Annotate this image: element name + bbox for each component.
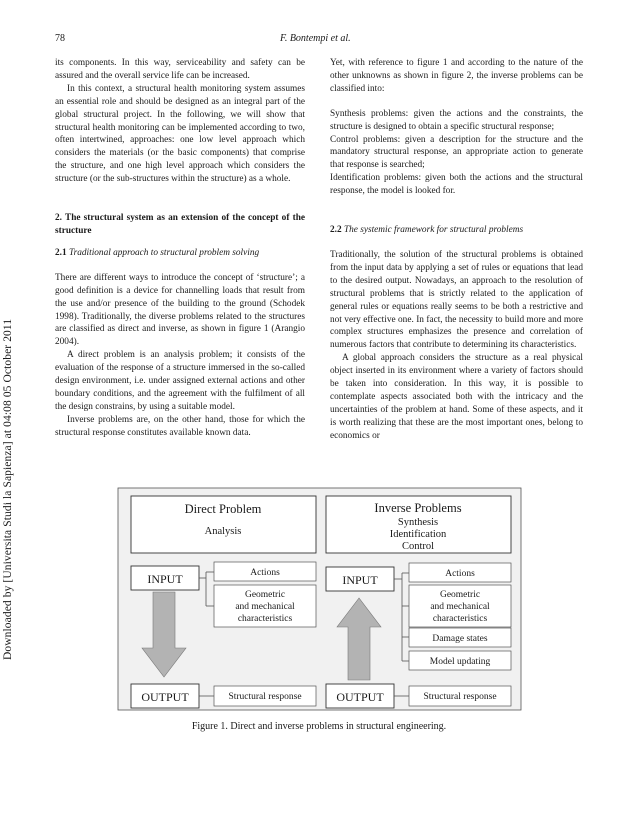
inverse-model-label: Model updating [429,657,491,667]
inverse-output-label: OUTPUT [336,690,384,704]
list-item: Synthesis problems: given the actions and the constraints, the structure is designed to obtain a specific structural response; [330,108,583,132]
inverse-geometric-label-2: and mechanical [430,602,490,612]
direct-geometric-label-1: Geometric [244,590,286,600]
paragraph: its components. In this way, serviceability and safety can be assured and the overall service life can be increased. [55,58,305,81]
subsection-title: Traditional approach to structural problem solving [68,247,260,258]
direct-actions-label: Actions [250,568,280,578]
direct-response-label: Structural response [228,692,302,702]
inverse-title: Inverse Problems [374,501,462,515]
direct-input-label: INPUT [147,572,183,586]
inverse-damage-label: Damage states [432,634,488,644]
inverse-actions-label: Actions [445,569,475,579]
direct-geometric-label-3: characteristics [237,614,293,624]
page-number: 78 [55,33,65,44]
direct-output-label: OUTPUT [141,690,189,704]
download-watermark: Downloaded by [Universita Studi la Sapienza] at 04:08 05 October 2011 [2,318,14,660]
paragraph: There are different ways to introduce the concept of ‘structure’; a good definition is a device for channelling loads that result from the use and/or presence of the building to the ground (Schodek 1998). Traditionally, the diverse problems related to the structures are classified as direct and inverse, as shown in figure 1 (Arangio 2004). [55,272,305,348]
section-heading: 2. The structural system as an extension of the concept of the structure [55,213,305,236]
inverse-sub3: Control [401,541,435,552]
paragraph: In this context, a structural health monitoring system assumes an essential role and should be designed as an integral part of the global structural project. In the following, we will show that structural health monitoring can be implemented according to two, often intertwined, approaches: one low level approach which considers the materials (or the basic components) that comprise the structure, and one high level approach which considers the structure (or the sub-structures within the structure) as a whole. [55,83,305,185]
subsection-number: 2.1 [55,247,67,258]
inverse-response-label: Structural response [423,692,497,702]
direct-title: Direct Problem [184,502,262,516]
inverse-input-label: INPUT [342,573,378,587]
figure-caption: Figure 1. Direct and inverse problems in structural engineering. [191,721,447,732]
paragraph: Inverse problems are, on the other hand, those for which the structural response constitutes available known data. [55,414,305,438]
paragraph: Traditionally, the solution of the structural problems is obtained from the input data by applying a set of rules or equations that lead to the desired output. Nowadays, an approach to the resolution of structural problems that is strictly related to the application of general rules or equations really seems to be both a restrictive and not very effective one. In fact, the necessity to build more and more complex structures emphasizes the presence and correlation of numerous factors that contribute to determining its characteristics. [330,249,583,351]
list-item: Identification problems: given both the actions and the structural response, the model is looked for. [330,173,583,197]
subsection-number: 2.2 [330,225,342,236]
list-item: Control problems: given a description for the structure and the mandatory structural response, an appropriate action to generate that response is searched; [330,134,583,171]
inverse-geometric-label-3: characteristics [432,614,488,624]
paragraph: Yet, with reference to figure 1 and according to the nature of the other unknowns as shown in figure 2, the inverse problems can be classified into: [330,58,583,94]
direct-subtitle: Analysis [204,526,242,537]
inverse-geometric-label-1: Geometric [439,590,481,600]
paragraph: A direct problem is an analysis problem; it consists of the evaluation of the response of a structure immersed in the so-called design environment, i.e. under assigned external actions and other boundary conditions, and the agreement with the fulfilment of all the design constrains, by using a suitable model. [55,350,305,412]
inverse-sub1: Synthesis [397,517,439,528]
inverse-sub2: Identification [389,529,447,540]
subsection-title: The systemic framework for structural problems [343,225,524,236]
paragraph: A global approach considers the structure as a real physical object inserted in its environment where a variety of factors should be taken into consideration. In this way, it is possible to contemplate aspects associated both with the intricacy and the uncertainties of the problem at hand. Some of these aspects, and it is worth realizing that these are the most important ones, belong to economics or [330,353,583,441]
direct-geometric-label-2: and mechanical [235,602,295,612]
running-author: F. Bontempi et al. [280,33,351,44]
